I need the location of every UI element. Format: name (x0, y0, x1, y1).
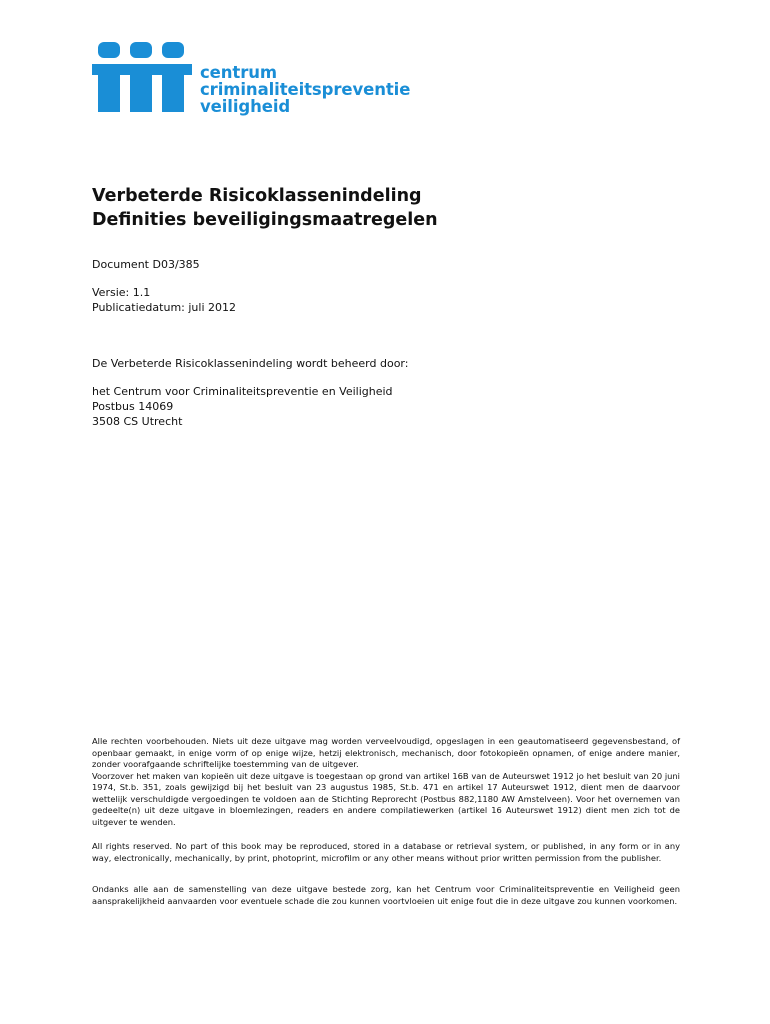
logo-line-criminaliteitspreventie: criminaliteitspreventie (200, 80, 411, 99)
title-line-2: Definities beveiligingsmaatregelen (92, 210, 438, 230)
rights-paragraph-nl-1: Alle rechten voorbehouden. Niets uit deze uitgave mag worden verveelvoudigd, opgeslagen in een geautomatiseerd gegevensbestand, of openbaar gemaakt, in enige vorm of op enige wijze, hetzij elektronisch, mechanisch, door fotokopieën opnamen, of enige andere manier, zonder voorafgaande schriftelijke toestemming van de uitgever. (92, 736, 680, 769)
rights-paragraph-nl-2: Voorzover het maken van kopieën uit deze uitgave is toegestaan op grond van artikel 16B van de Auteurswet 1912 jo het besluit van 20 juni 1974, St.b. 351, zoals gewijzigd bij het besluit van 23 augustus 1985, St.b. 471 en artikel 17 Auteurswet 1912, dient men de daarvoor wettelijk verschuldigde vergoedingen te voldoen aan de Stichting Reprorecht (Postbus 882,1180 AW Amstelveen). Voor het overnemen van gedeelte(n) uit deze uitgave in bloemlezingen, readers en andere compilatiewerken (artikel 16 Auteurswet 1912) dient men zich tot de uitgever te wenden. (92, 770, 680, 827)
postbox: Postbus 14069 (92, 400, 174, 413)
document-number: Document D03/385 (92, 258, 200, 271)
cc-vs-logo-mark-icon (92, 42, 192, 118)
logo-wordmark (200, 64, 410, 115)
managed-by-intro: De Verbeterde Risicoklassenindeling wordt beheerd door: (92, 357, 409, 370)
copyright-notice-nl (92, 736, 680, 828)
version-block (92, 285, 236, 315)
liability-disclaimer (92, 884, 680, 907)
organisation-logo (92, 42, 422, 118)
logo-line-centrum: centrum (200, 63, 277, 82)
version: Versie: 1.1 (92, 286, 151, 299)
document-number-block (92, 257, 200, 272)
rights-paragraph-en: All rights reserved. No part of this book may be reproduced, stored in a database or retrieval system, or published, in any form or in any way, electronically, mechanically, by print, photoprint, microfilm or any other means without prior written permission from the publisher. (92, 841, 680, 863)
managed-by-intro-block (92, 356, 408, 371)
address-block (92, 384, 393, 429)
disclaimer-paragraph: Ondanks alle aan de samenstelling van deze uitgave bestede zorg, kan het Centrum voor Criminaliteitspreventie en Veiligheid geen aansprakelijkheid aanvaarden voor eventuele schade die zou kunnen voortvloeien uit enige fout die in deze uitgave zou kunnen voorkomen. (92, 884, 680, 906)
logo-line-veiligheid: veiligheid (200, 97, 291, 116)
title-line-1: Verbeterde Risicoklassenindeling (92, 186, 422, 206)
postal-city: 3508 CS Utrecht (92, 415, 183, 428)
copyright-notice-en (92, 841, 680, 864)
document-title (92, 184, 438, 232)
publication-date: Publicatiedatum: juli 2012 (92, 301, 236, 314)
organisation-name: het Centrum voor Criminaliteitspreventie en Veiligheid (92, 385, 393, 398)
